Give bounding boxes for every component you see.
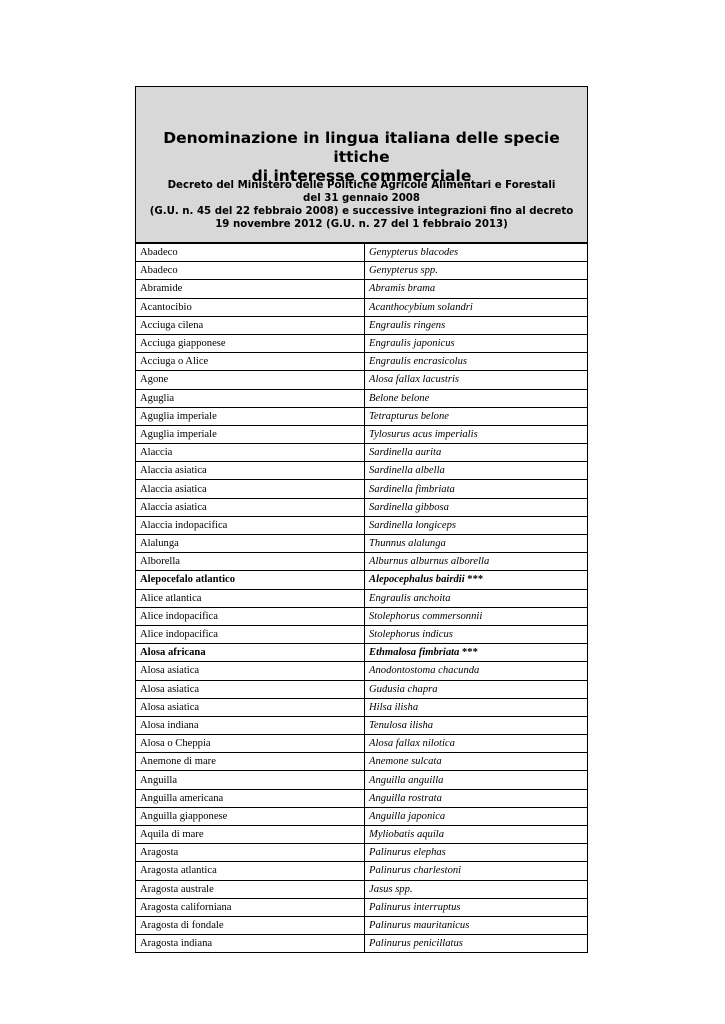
italian-name-cell: Alaccia indopacifica <box>136 516 365 534</box>
table-row <box>136 862 588 880</box>
scientific-name: Anguilla japonica <box>369 810 446 822</box>
table-row <box>136 807 588 825</box>
table-row <box>136 462 588 480</box>
italian-name-cell: Anguilla <box>136 771 365 789</box>
scientific-name: Tenulosa ilisha <box>369 719 434 731</box>
italian-name-cell: Anguilla giapponese <box>136 807 365 825</box>
scientific-name: Acanthocybium solandri <box>369 301 473 313</box>
scientific-name-cell <box>365 316 588 334</box>
scientific-name-cell <box>365 371 588 389</box>
scientific-name-cell <box>365 898 588 916</box>
scientific-name: Engraulis japonicus <box>369 338 455 350</box>
scientific-name: Sardinella fimbriata <box>369 483 455 495</box>
table-row <box>136 262 588 280</box>
scientific-name: Anguilla rostrata <box>369 792 442 804</box>
italian-name-cell: Alice atlantica <box>136 589 365 607</box>
scientific-name: Hilsa ilisha <box>369 701 419 713</box>
table-row <box>136 607 588 625</box>
scientific-name: Stolephorus indicus <box>369 629 453 641</box>
table-row <box>136 898 588 916</box>
scientific-name: Abramis brama <box>369 283 436 295</box>
table-row <box>136 407 588 425</box>
document-title <box>136 129 587 186</box>
italian-name-cell: Aragosta atlantica <box>136 862 365 880</box>
italian-name-cell: Aragosta indiana <box>136 935 365 953</box>
italian-name-cell: Anguilla americana <box>136 789 365 807</box>
table-row <box>136 425 588 443</box>
scientific-name-cell <box>365 425 588 443</box>
table-row <box>136 444 588 462</box>
scientific-name-cell <box>365 862 588 880</box>
scientific-name-cell <box>365 353 588 371</box>
italian-name-cell: Alalunga <box>136 535 365 553</box>
scientific-name-cell <box>365 807 588 825</box>
decree-line-4: 19 novembre 2012 (G.U. n. 27 del 1 febbraio 2013) <box>215 219 508 230</box>
italian-name-cell: Alosa asiatica <box>136 680 365 698</box>
scientific-name-cell <box>365 553 588 571</box>
scientific-name-cell <box>365 244 588 262</box>
scientific-name-cell <box>365 280 588 298</box>
italian-name-cell: Alaccia asiatica <box>136 480 365 498</box>
table-row <box>136 371 588 389</box>
scientific-name-cell <box>365 735 588 753</box>
decree-reference <box>136 179 587 231</box>
scientific-name-cell <box>365 516 588 534</box>
scientific-name: Palinurus penicillatus <box>369 938 463 950</box>
italian-name-cell: Acciuga o Alice <box>136 353 365 371</box>
italian-name-cell: Aguglia imperiale <box>136 425 365 443</box>
scientific-name-cell <box>365 480 588 498</box>
italian-name-cell: Alice indopacifica <box>136 625 365 643</box>
scientific-name-cell <box>365 644 588 662</box>
italian-name-cell: Alosa asiatica <box>136 662 365 680</box>
scientific-name-cell <box>365 844 588 862</box>
scientific-name-cell <box>365 262 588 280</box>
table-row <box>136 698 588 716</box>
scientific-name-cell <box>365 716 588 734</box>
scientific-name: Thunnus alalunga <box>369 538 446 550</box>
scientific-name-cell <box>365 916 588 934</box>
title-line-1: Denominazione in lingua italiana delle specie ittiche <box>163 129 560 166</box>
italian-name-cell: Alice indopacifica <box>136 607 365 625</box>
table-row <box>136 735 588 753</box>
italian-name-cell: Acciuga cilena <box>136 316 365 334</box>
italian-name-cell: Alaccia asiatica <box>136 462 365 480</box>
scientific-name: Alosa fallax nilotica <box>369 738 455 750</box>
scientific-name-cell <box>365 334 588 352</box>
scientific-name: Anodontostoma chacunda <box>369 665 480 677</box>
scientific-name-cell <box>365 662 588 680</box>
scientific-name: Palinurus charlestoni <box>369 865 462 877</box>
italian-name-cell: Aragosta di fondale <box>136 916 365 934</box>
scientific-name-cell <box>365 935 588 953</box>
scientific-name: Alepocephalus bairdii <box>369 574 465 586</box>
table-row <box>136 498 588 516</box>
scientific-name-cell <box>365 625 588 643</box>
table-row <box>136 589 588 607</box>
table-row <box>136 916 588 934</box>
scientific-name: Palinurus interruptus <box>369 901 461 913</box>
scientific-name-cell <box>365 789 588 807</box>
italian-name-cell: Alosa africana <box>136 644 365 662</box>
table-row <box>136 771 588 789</box>
italian-name-cell: Abadeco <box>136 262 365 280</box>
note-marker: *** <box>459 647 478 659</box>
scientific-name: Sardinella gibbosa <box>369 501 449 513</box>
table-row <box>136 680 588 698</box>
table-row <box>136 789 588 807</box>
scientific-name: Tylosurus acus imperialis <box>369 428 478 440</box>
scientific-name-cell <box>365 298 588 316</box>
italian-name-cell: Acciuga giapponese <box>136 334 365 352</box>
table-row <box>136 298 588 316</box>
italian-name-cell: Acantocibio <box>136 298 365 316</box>
scientific-name-cell <box>365 771 588 789</box>
note-marker: *** <box>464 574 484 586</box>
decree-line-2: del 31 gennaio 2008 <box>303 193 420 204</box>
table-row <box>136 280 588 298</box>
table-row <box>136 553 588 571</box>
scientific-name-cell <box>365 498 588 516</box>
scientific-name-cell <box>365 826 588 844</box>
italian-name-cell: Alosa o Cheppia <box>136 735 365 753</box>
table-row <box>136 826 588 844</box>
scientific-name: Genypterus spp. <box>369 265 438 277</box>
italian-name-cell: Anemone di mare <box>136 753 365 771</box>
italian-name-cell: Aguglia <box>136 389 365 407</box>
species-table <box>135 243 588 953</box>
scientific-name: Belone belone <box>369 392 430 404</box>
italian-name-cell: Aquila di mare <box>136 826 365 844</box>
italian-name-cell: Alosa asiatica <box>136 698 365 716</box>
table-row <box>136 880 588 898</box>
table-row <box>136 716 588 734</box>
scientific-name: Sardinella aurita <box>369 447 442 459</box>
table-row <box>136 244 588 262</box>
italian-name-cell: Alaccia asiatica <box>136 498 365 516</box>
scientific-name: Ethmalosa fimbriata <box>369 647 460 659</box>
table-row <box>136 662 588 680</box>
scientific-name: Sardinella longiceps <box>369 519 456 531</box>
scientific-name: Engraulis anchoita <box>369 592 451 604</box>
table-row <box>136 480 588 498</box>
scientific-name: Alburnus alburnus alborella <box>369 556 490 568</box>
table-row <box>136 516 588 534</box>
italian-name-cell: Aragosta australe <box>136 880 365 898</box>
document-header <box>135 86 588 243</box>
scientific-name-cell <box>365 462 588 480</box>
scientific-name: Gudusia chapra <box>369 683 438 695</box>
scientific-name-cell <box>365 389 588 407</box>
scientific-name-cell <box>365 571 588 589</box>
table-row <box>136 334 588 352</box>
scientific-name: Engraulis encrasicolus <box>369 356 467 368</box>
title-line-2: di interesse commerciale <box>251 167 472 185</box>
table-row <box>136 316 588 334</box>
scientific-name: Sardinella albella <box>369 465 445 477</box>
scientific-name: Genypterus blacodes <box>369 247 459 259</box>
table-row <box>136 753 588 771</box>
italian-name-cell: Alosa indiana <box>136 716 365 734</box>
table-row <box>136 353 588 371</box>
italian-name-cell: Abadeco <box>136 244 365 262</box>
italian-name-cell: Aragosta <box>136 844 365 862</box>
scientific-name: Alosa fallax lacustris <box>369 374 460 386</box>
decree-line-3: (G.U. n. 45 del 22 febbraio 2008) e successive integrazioni fino al decreto <box>149 206 574 217</box>
scientific-name-cell <box>365 444 588 462</box>
scientific-name: Palinurus mauritanicus <box>369 920 470 932</box>
scientific-name: Anemone sulcata <box>369 756 442 768</box>
scientific-name: Stolephorus commersonnii <box>369 610 483 622</box>
scientific-name: Myliobatis aquila <box>369 829 445 841</box>
table-row <box>136 844 588 862</box>
table-row <box>136 625 588 643</box>
scientific-name-cell <box>365 753 588 771</box>
italian-name-cell: Aragosta californiana <box>136 898 365 916</box>
scientific-name-cell <box>365 607 588 625</box>
scientific-name: Engraulis ringens <box>369 319 446 331</box>
scientific-name-cell <box>365 698 588 716</box>
scientific-name-cell <box>365 407 588 425</box>
table-row <box>136 644 588 662</box>
scientific-name: Anguilla anguilla <box>369 774 444 786</box>
italian-name-cell: Alborella <box>136 553 365 571</box>
table-row <box>136 535 588 553</box>
table-row <box>136 935 588 953</box>
italian-name-cell: Abramide <box>136 280 365 298</box>
scientific-name-cell <box>365 680 588 698</box>
table-row <box>136 571 588 589</box>
italian-name-cell: Alaccia <box>136 444 365 462</box>
scientific-name: Jasus spp. <box>369 883 413 895</box>
table-row <box>136 389 588 407</box>
scientific-name-cell <box>365 880 588 898</box>
species-table-body <box>136 244 588 953</box>
scientific-name: Palinurus elephas <box>369 847 446 859</box>
scientific-name-cell <box>365 535 588 553</box>
italian-name-cell: Agone <box>136 371 365 389</box>
scientific-name: Tetrapturus belone <box>369 410 449 422</box>
scientific-name-cell <box>365 589 588 607</box>
italian-name-cell: Alepocefalo atlantico <box>136 571 365 589</box>
italian-name-cell: Aguglia imperiale <box>136 407 365 425</box>
decree-line-1: Decreto del Ministero delle Politiche Agricole Alimentari e Forestali <box>167 180 556 191</box>
